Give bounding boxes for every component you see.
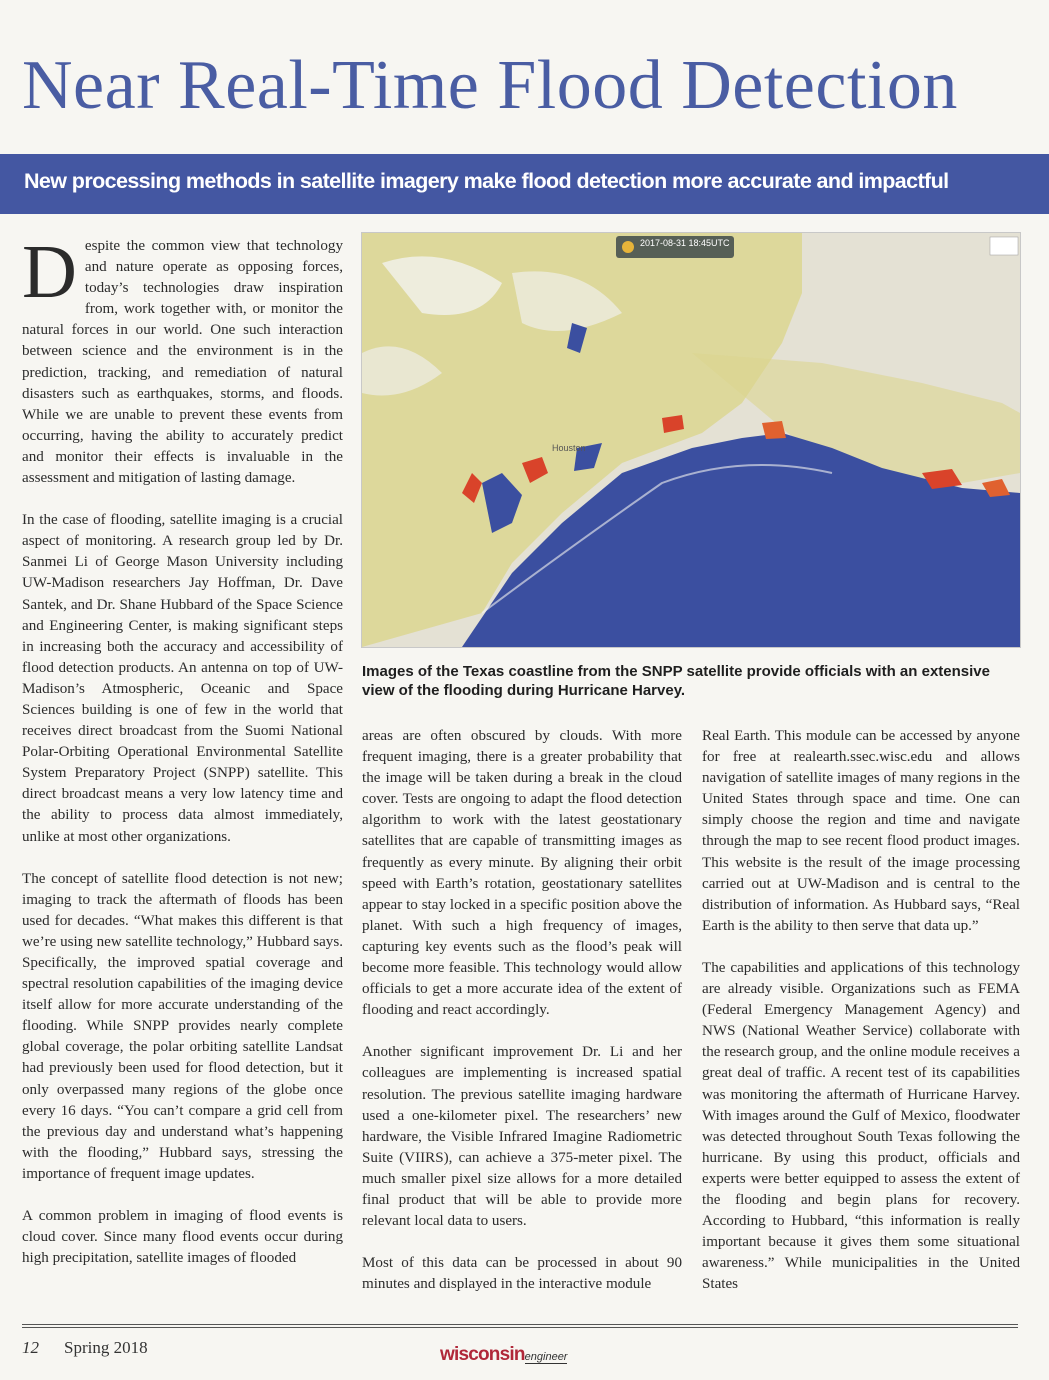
body-paragraph: Real Earth. This module can be accessed by anyone for free at realearth.ssec.wisc.edu and allows navigation of satellite images of many regions in the United States through space and time. One can simply choose the region and time and navigate through the map to see recent flood product images. This website is the result of the image processing carried out at UW-Madison and is central to the distribution of information. As Hubbard says, “Real Earth is the ability to then serve that data up.” bbox=[702, 728, 1020, 934]
drop-cap: D bbox=[22, 230, 77, 314]
body-paragraph: The capabilities and applications of this technology are already visible. Organizations such as FEMA (Federal Emergency Management Agency) and NWS (National Weather Service) collaborate with the research group, and the online module receives a great deal of traffic. A recent test of its capabilities was monitoring the aftermath of Hurricane Harvey. With images around the Gulf of Mexico, floodwater was detected throughout South Texas following the hurricane. By using this product, officials and experts were better equipped to assess the extent of the flooding and begin plans for recovery. According to Hubbard, “this information is really important because it gives them some situational awareness.” While municipalities in the United States bbox=[702, 959, 1020, 1293]
article-column-3 bbox=[702, 726, 1020, 1316]
body-paragraph: A common problem in imaging of flood events is cloud cover. Since many flood events occur during high precipitation, satellite images of flooded bbox=[22, 1208, 343, 1267]
logo-subtitle: engineer bbox=[524, 1351, 568, 1363]
issue-label: Spring 2018 bbox=[64, 1338, 148, 1357]
map-graphic bbox=[362, 233, 1020, 647]
article-column-2 bbox=[362, 726, 682, 1316]
body-paragraph: Most of this data can be processed in about 90 minutes and displayed in the interactive module bbox=[362, 1255, 682, 1293]
body-paragraph: The concept of satellite flood detection is not new; imaging to track the aftermath of floods has been used for decades. “What makes this different is that we’re using new satellite technology,” Hubbard says. Specifically, the improved spatial coverage and spectral resolution capabilities of the imaging device itself allow for more accurate understanding of the flooding. While SNPP provides nearly complete global coverage, the polar orbiting satellite Landsat had previously been used for flood detection, but it only overpassed many regions of the globe once every 16 days. “You can’t compare a grid cell from the previous day and understand what’s happening with the flooding,” Hubbard says, stressing the importance of frequent image updates. bbox=[22, 870, 343, 1182]
body-paragraph: Another significant improvement Dr. Li and her colleagues are implementing is increased spatial resolution. The previous satellite imaging hardware used a one-kilometer pixel. The researchers’ new hardware, the Visible Infrared Imagine Radiometric Suite (VIIRS), can achieve a 375-meter pixel. The much smaller pixel size allows for a more detailed final product that will be able to provide more relevant local data to users. bbox=[362, 1044, 682, 1230]
subtitle-text: New processing methods in satellite imagery make flood detection more accurate and impactful bbox=[24, 169, 949, 193]
intro-text: espite the common view that technology and nature operate as opposing forces, today’s technologies draw inspiration from, work together with, or monitor the natural forces in our world. One such interaction between science and the environment is in the prediction, tracking, and remediation of natural disasters such as earthquakes, storms, and floods. While we are unable to prevent these events from occurring, having the ability to accurately predict and monitor their effects is invaluable in the assessment and mitigation of lasting damage. bbox=[22, 238, 343, 487]
timestamp-text: 2017-08-31 18:45UTC bbox=[640, 238, 730, 248]
city-label: Houston bbox=[552, 443, 586, 453]
page-title: Near Real-Time Flood Detection bbox=[22, 47, 958, 124]
map-legend-box bbox=[990, 237, 1018, 255]
body-paragraph: areas are often obscured by clouds. With more frequent imaging, there is a greater probability that the image will be taken during a break in the cloud cover. Tests are ongoing to adapt the flood detection algorithm to work with the latest geostationary satellites that are capable of transmitting images as frequently as every minute. By aligning their orbit speed with Earth’s rotation, geostationary satellites appear to stay locked in a specific position above the planet. With such a high frequency of images, capturing key events such as the flood’s peak will become more feasible. This technology would allow officials to get a more accurate idea of the extent of flooding and react accordingly. bbox=[362, 728, 682, 1019]
body-paragraph: In the case of flooding, satellite imaging is a crucial aspect of monitoring. A research group led by Dr. Sanmei Li of George Mason University including UW-Madison researchers Jay Hoffman, Dr. Dave Santek, and Dr. Shane Hubbard of the Space Science and Engineering Center, is making significant steps in increasing both the accuracy and accessibility of flood detection products. An antenna on top of UW-Madison’s Atmospheric, Oceanic and Space Sciences building is one of few in the world that receives direct broadcast from the Suomi National Polar-Orbiting Operational Environmental Satellite System Preparatory Project (SNPP) satellite. This direct broadcast means a very low latency time and the ability to process data almost immediately, unlike at most other organizations. bbox=[22, 512, 343, 845]
satellite-flood-map bbox=[361, 232, 1021, 648]
logo-wordmark: wisconsin bbox=[440, 1344, 525, 1365]
figure-caption: Images of the Texas coastline from the SNPP satellite provide officials with an extensive view of the flooding during Hurricane Harvey. bbox=[362, 663, 990, 699]
sun-icon bbox=[622, 241, 634, 253]
footer-rule bbox=[22, 1324, 1018, 1325]
flood-zone bbox=[762, 421, 786, 439]
footer-rule bbox=[22, 1327, 1018, 1328]
subtitle-banner bbox=[0, 154, 1049, 214]
page-number: 12 bbox=[22, 1338, 39, 1357]
intro-paragraph bbox=[22, 230, 343, 489]
magazine-logo bbox=[440, 1344, 567, 1366]
article-column-1 bbox=[22, 230, 343, 1290]
